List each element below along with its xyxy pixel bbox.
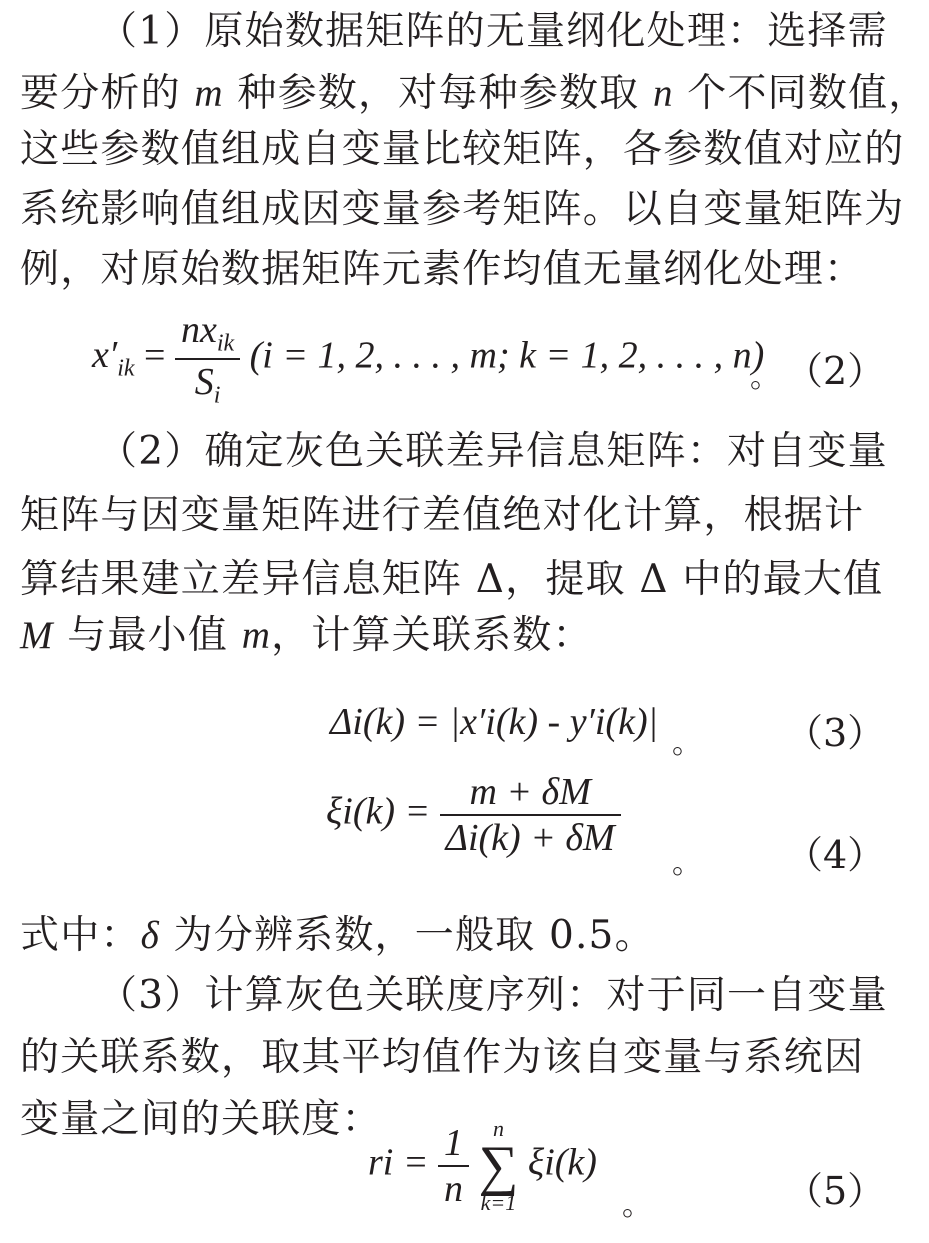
sum-upper-limit: n — [492, 1116, 504, 1141]
eq3-period: 。 — [672, 726, 702, 761]
sigma: ∑ — [478, 1135, 519, 1197]
eq5-denominator: n — [444, 1168, 463, 1210]
variable-delta: δ — [140, 914, 160, 957]
text: 种参数，对每种参数取 — [223, 71, 653, 116]
eq5-numerator: 1 — [444, 1122, 463, 1164]
note-line — [20, 906, 655, 966]
variable-n: n — [652, 72, 674, 115]
equals: = — [144, 334, 166, 377]
text: 要分析的 — [20, 71, 195, 116]
eq2-lhs-subscript: ik — [117, 355, 135, 382]
eq2-denominator — [175, 360, 240, 410]
eq2-period: 。 — [750, 360, 780, 395]
para2-line3: 算结果建立差异信息矩阵 Δ，提取 Δ 中的最大值 — [20, 557, 884, 602]
eq2-lhs — [92, 334, 135, 382]
eq4-period: 。 — [672, 846, 702, 881]
eq2-lhs-symbol: x′ — [92, 334, 118, 377]
eq2-numerator — [175, 308, 240, 358]
para1-line5: 例，对原始数据矩阵元素作均值无量纲化处理： — [20, 247, 865, 292]
eq2-numerator-text: nx — [180, 309, 217, 351]
eq2-denominator-text: S — [194, 360, 214, 403]
eq5-period: 。 — [622, 1188, 652, 1223]
equation-4 — [326, 770, 621, 860]
eq4-fraction — [440, 770, 621, 860]
eq3-number: （3） — [785, 711, 886, 755]
summation-symbol — [479, 1118, 519, 1214]
sum-lower-limit: k=1 — [480, 1190, 517, 1215]
variable-m: m — [194, 72, 224, 115]
text: 个不同数值， — [673, 71, 929, 116]
text: 式中： — [20, 913, 141, 958]
para3-line1: （3）计算灰色关联度序列：对于同一自变量 — [98, 973, 888, 1018]
variable-m: m — [241, 614, 272, 657]
eq2-number: （2） — [785, 349, 886, 393]
eq2-denominator-subscript: i — [213, 382, 221, 409]
eq5-number: （5） — [785, 1169, 886, 1213]
para3-line2: 的关联系数，取其平均值作为该自变量与系统因 — [20, 1035, 865, 1080]
text: ，计算关联系数： — [271, 613, 593, 658]
eq5-lhs: ri = — [368, 1141, 429, 1184]
eq5-fraction — [438, 1121, 469, 1211]
variable-M: M — [20, 614, 54, 657]
para2-line4 — [20, 606, 593, 666]
equation-2 — [92, 308, 764, 409]
eq4-denominator: Δi(k) + δM — [445, 817, 615, 859]
eq4-number: （4） — [785, 833, 886, 877]
para3-line3: 变量之间的关联度： — [20, 1097, 382, 1142]
para1-line4: 系统影响值组成因变量参考矩阵。以自变量矩阵为 — [20, 187, 905, 232]
text: 与最小值 — [53, 613, 242, 658]
equation-3: Δi(k) = |x′i(k) - y′i(k)| — [330, 701, 659, 743]
eq4-numerator: m + δM — [469, 771, 591, 813]
para2-line1: （2）确定灰色关联差异信息矩阵：对自变量 — [98, 429, 888, 474]
eq2-numerator-subscript: ik — [216, 330, 235, 357]
eq5-term: ξi(k) — [527, 1141, 597, 1184]
equation-5 — [368, 1118, 597, 1214]
eq2-fraction — [175, 308, 240, 409]
para1-line1: （1）原始数据矩阵的无量纲化处理：选择需 — [98, 9, 888, 54]
para1-line3: 这些参数值组成自变量比较矩阵，各参数值对应的 — [20, 127, 905, 172]
para2-line2: 矩阵与因变量矩阵进行差值绝对化计算，根据计 — [20, 493, 865, 538]
para1-line2 — [20, 64, 929, 124]
eq2-condition: (i = 1, 2, . . . , m; k = 1, 2, . . . , n) — [249, 334, 765, 377]
text: 为分辨系数，一般取 0.5。 — [159, 913, 655, 958]
eq4-lhs: ξi(k) = — [326, 790, 431, 833]
